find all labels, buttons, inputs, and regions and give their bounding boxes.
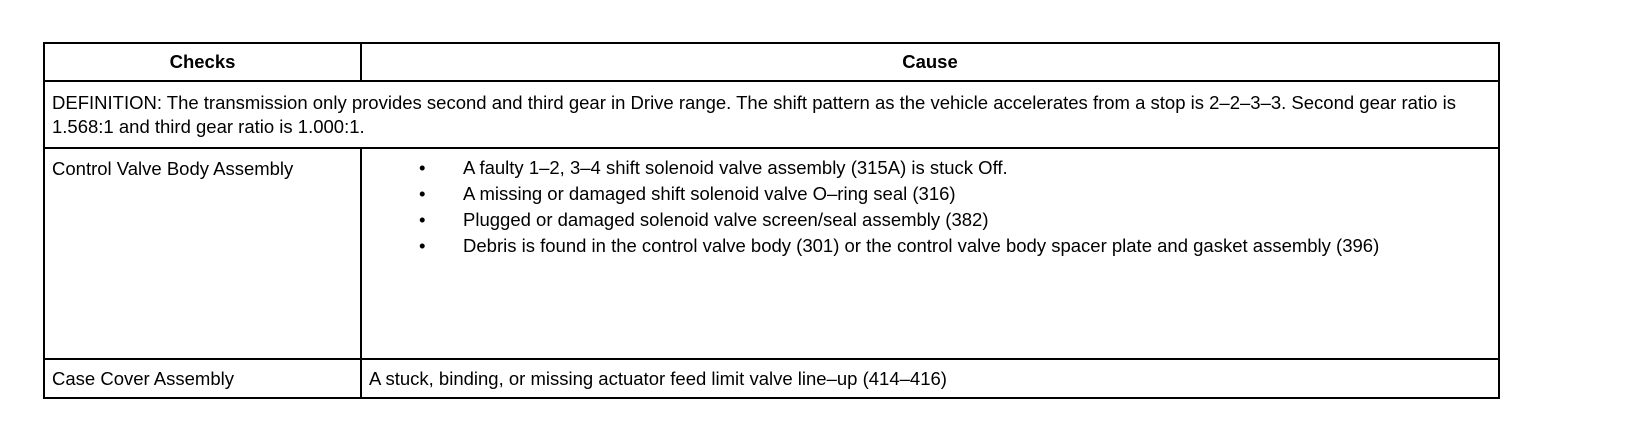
- table-row: [44, 359, 1499, 398]
- cause-list: [363, 150, 1497, 258]
- cause-text: A missing or damaged shift solenoid valve O–ring seal (316): [463, 183, 956, 204]
- table-row: [44, 148, 1499, 359]
- definition-row: [44, 81, 1499, 148]
- check-control-valve-body: Control Valve Body Assembly: [44, 148, 361, 359]
- bullet-icon: •: [419, 157, 426, 178]
- list-item: [363, 182, 1489, 206]
- cause-text: A faulty 1–2, 3–4 shift solenoid valve assembly (315A) is stuck Off.: [463, 157, 1008, 178]
- checks-column-header: Checks: [44, 43, 361, 81]
- definition-text: DEFINITION: The transmission only provides second and third gear in Drive range. The shift pattern as the vehicle accelerates from a stop is 2–2–3–3. Second gear ratio is 1.568:1 and third gear ratio is 1.000:1.: [44, 81, 1499, 148]
- bullet-icon: •: [419, 235, 426, 256]
- bullet-icon: •: [419, 209, 426, 230]
- cause-text: Debris is found in the control valve body (301) or the control valve body spacer plate and gasket assembly (396): [463, 235, 1380, 256]
- cause-cell: [361, 148, 1499, 359]
- list-item: [363, 208, 1489, 232]
- diagnostic-table: [43, 42, 1500, 399]
- header-row: [44, 43, 1499, 81]
- cause-column-header: Cause: [361, 43, 1499, 81]
- cause-text: A stuck, binding, or missing actuator feed limit valve line–up (414–416): [361, 359, 1499, 398]
- check-case-cover: Case Cover Assembly: [44, 359, 361, 398]
- list-item: [363, 234, 1489, 258]
- cause-text: Plugged or damaged solenoid valve screen/seal assembly (382): [463, 209, 989, 230]
- bullet-icon: •: [419, 183, 426, 204]
- list-item: [363, 156, 1489, 180]
